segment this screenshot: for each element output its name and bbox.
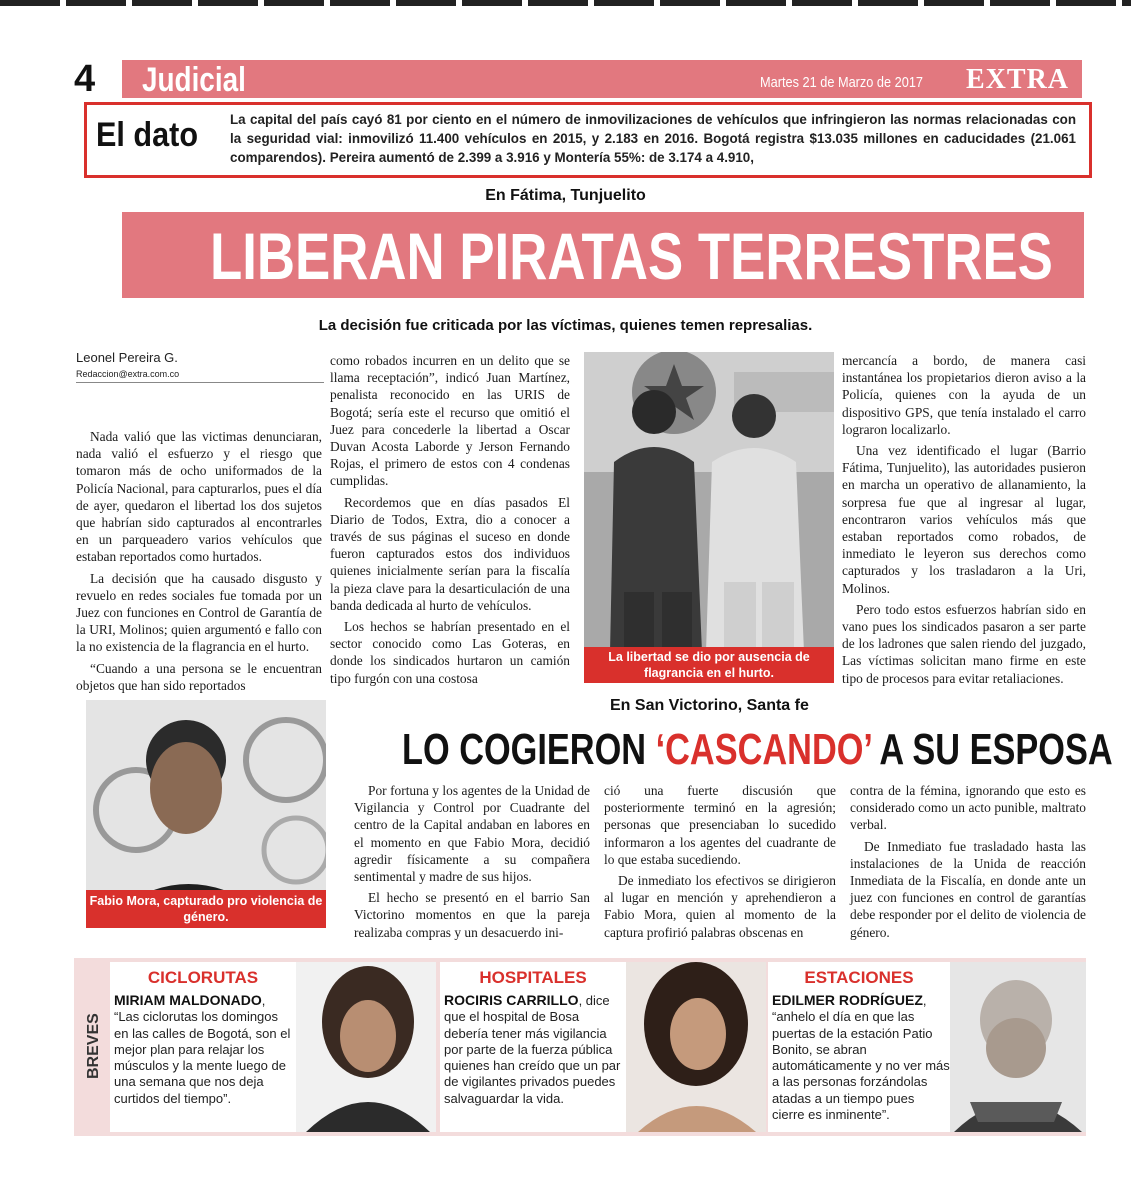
story2-headline-accent: ‘CASCANDO’ [655, 725, 872, 774]
brief-text [114, 992, 292, 1107]
paragraph: La decisión que ha causado disgusto y revuelo en redes sociales fue tomada por un Juez con funciones en Control de Garantía de la URI, Molinos; quien argumentó e fallo con la no existencia de la flagrancia en el hurto. [76, 570, 322, 655]
story1-headline: LIBERAN PIRATAS TERRESTRES [210, 219, 1053, 293]
brief-quote: , dice que el hospital de Bosa debería tener más vigilancia por parte de la fuerza pública quienes han creído que un par de vigilantes privados puedes salvaguardar la vida. [444, 993, 621, 1106]
paragraph: Recordemos que en días pasados El Diario de Todos, Extra, dio a conocer a través de sus páginas el suceso en donde fueron capturados estos dos individuos quienes inicialmente serían para la fiscalía la pieza clave para la desarticulación de una banda dedicada al hurto de vehículos. [330, 494, 570, 613]
paragraph: De Inmediato fue trasladado hasta las instalaciones de la Unida de reacción Inmediata de la Fiscalía, en donde ante un juez con funciones en control de garantías debe responder por el delito de violencia de género. [850, 838, 1086, 940]
story1-column-4 [842, 352, 1086, 691]
top-rule [0, 0, 1131, 6]
brief-quote: , “anhelo el día en que las puertas de la estación Patio Bonito, se abran automáticamente y no ver más a las personas forzándolas atadas a un tiempo pues cierre es inminente”. [772, 993, 950, 1123]
paragraph: ció una fuerte discusión que posteriormente terminó en la agresión; personas que presenciaban lo sucedido informaron a los agentes del cuadrante de lo que estaba sucediendo. [604, 783, 836, 867]
suspects-photo-illustration [584, 352, 834, 682]
paragraph: “Cuando a una persona se le encuentran objetos que han sido reportados [76, 660, 322, 693]
paragraph: El hecho se presentó en el barrio San Victorino momentos en que la pareja realizaba compras y un desacuerdo ini- [354, 890, 590, 940]
paragraph: Por fortuna y los agentes de la Unidad de Vigilancia y Control por Cuadrante del centro de la Capital andaban en labores en el momento en que Fabio Mora, decidió agredir físicamente a su compañera sentimental y madre de sus hijos. [354, 783, 590, 885]
dato-label: El dato [96, 116, 199, 154]
portrait-illustration [626, 962, 766, 1132]
portrait-illustration [296, 962, 436, 1132]
story1-kicker: En Fátima, Tunjuelito [485, 187, 646, 204]
story1-column-2 [330, 352, 570, 691]
miriam-maldonado-photo [296, 962, 436, 1132]
paragraph: Nada valió que las victimas denunciaran, nada valió el esfuerzo y el riesgo que tomaron más de ocho uniformados de la Policía Nacional, para capturarlos, pues el día de ayer, quedaron el libertad los dos sujetos que habrían sido capturados al encontrarles en un parqueadero varios vehículos que estaban reportados como hurtados. [76, 429, 322, 565]
edilmer-rodriguez-photo [950, 962, 1086, 1132]
story1-column-1 [76, 428, 322, 698]
dato-text: La capital del país cayó 81 por ciento en el número de inmovilizaciones de vehículos que infringieron las normas relacionadas con la seguridad vial: inmovilizó 11.400 vehículos en 2015, y 2.183 en 2016. Bogotá registra $13.035 millones en caducidades (21.061 comparendos). Pereira aumentó de 2.399 a 3.916 y Montería 55%: de 3.174 a 4.910, [230, 112, 1076, 165]
rociris-carrillo-photo [626, 962, 766, 1132]
paragraph: mercancía a bordo, de manera casi instantánea los propietarios dieron aviso a la Policía, quienes con la ayuda de un dispositivo GPS, que tenía instalado el carro lograron localizarlo. [842, 353, 1086, 437]
portrait-illustration [950, 962, 1086, 1132]
byline-name: Leonel Pereira G. [76, 350, 178, 365]
brief-name: EDILMER RODRÍGUEZ [772, 992, 923, 1008]
story2-kicker: En San Victorino, Santa fe [610, 697, 809, 714]
suspects-photo [584, 352, 834, 682]
brief-heading: ESTACIONES [804, 968, 914, 987]
page-number: 4 [74, 58, 96, 100]
story2-column-1 [354, 782, 590, 945]
byline-email: Redaccion@extra.com.co [76, 369, 180, 379]
paragraph: como robados incurren en un delito que se llama receptación”, indicó Juan Martínez, penalista reconocido en las URIS de Bogotá; sería este el recurso que omitió el Juez para concederle la libertad a Oscar Duvan Acosta Laborde y Jerson Fernando Rojas, el primero de estos con 4 condenas cumplidas. [330, 353, 570, 489]
story2-column-2 [604, 782, 836, 945]
paragraph: De inmediato los efectivos se dirigieron al lugar en mención y aprehendieron a Fabio Mora, quien al momento de la captura profirió palabras obscenas en [604, 873, 836, 940]
paragraph: Pero todo estos esfuerzos habrían sido en vano pues los sindicados pasaron a ser parte de los ladrones que salen riendo del juzgado, Las víctimas solicitan mano firme en este tipo de procesos para evitar retaliaciones. [842, 601, 1086, 686]
brief-quote: , “Las ciclorutas los domingos en las calles de Bogotá, son el mejor plan para relajar los músculos y la mente luego de una semana que nos deja curtidos del tiempo”. [114, 993, 291, 1106]
suspects-photo-caption: La libertad se dio por ausencia de flagrancia en el hurto. [584, 647, 834, 683]
brief-heading: HOSPITALES [479, 968, 587, 987]
paragraph: contra de la fémina, ignorando que esto es considerado como un acto punible, maltrato verbal. [850, 783, 1086, 833]
story1-deck: La decisión fue criticada por las víctimas, quienes temen represalias. [318, 317, 813, 334]
brief-name: MIRIAM MALDONADO [114, 992, 262, 1008]
section-name: Judicial [142, 61, 246, 99]
extra-logo: EXTRA [966, 64, 1070, 95]
paragraph: Una vez identificado el lugar (Barrio Fátima, Tunjuelito), las autoridades pusieron en marcha un operativo de allanamiento, la sorpresa fue que al ingresar al lugar, encontraron varios vehículos más que estaban reportados como robados, de inmediato le leyeron sus derechos como capturados y los trasladaron a la Uri, Molinos. [842, 443, 1086, 596]
brief-heading: CICLORUTAS [147, 968, 259, 987]
brief-ciclorutas [110, 962, 296, 1132]
brief-text [444, 992, 622, 1107]
section-header-bar [122, 60, 1082, 98]
brief-hospitales [440, 962, 626, 1132]
fabio-mora-photo-caption: Fabio Mora, capturado pro violencia de género. [86, 890, 326, 928]
issue-date: Martes 21 de Marzo de 2017 [760, 74, 924, 91]
byline-rule [76, 382, 324, 383]
brief-name: ROCIRIS CARRILLO [444, 992, 579, 1008]
story2-headline-part: A SU ESPOSA [871, 725, 1113, 774]
brief-estaciones [768, 962, 950, 1132]
story2-headline [402, 722, 1113, 778]
breves-label: BREVES [85, 1013, 102, 1079]
paragraph: Los hechos se habrían presentado en el sector conocido como Las Goteras, en donde los sindicados hurtaron un camión tipo furgón con una costosa [330, 619, 570, 686]
story2-headline-part: LO COGIERON [402, 725, 656, 774]
story2-column-3 [850, 782, 1086, 945]
brief-text [772, 992, 950, 1123]
